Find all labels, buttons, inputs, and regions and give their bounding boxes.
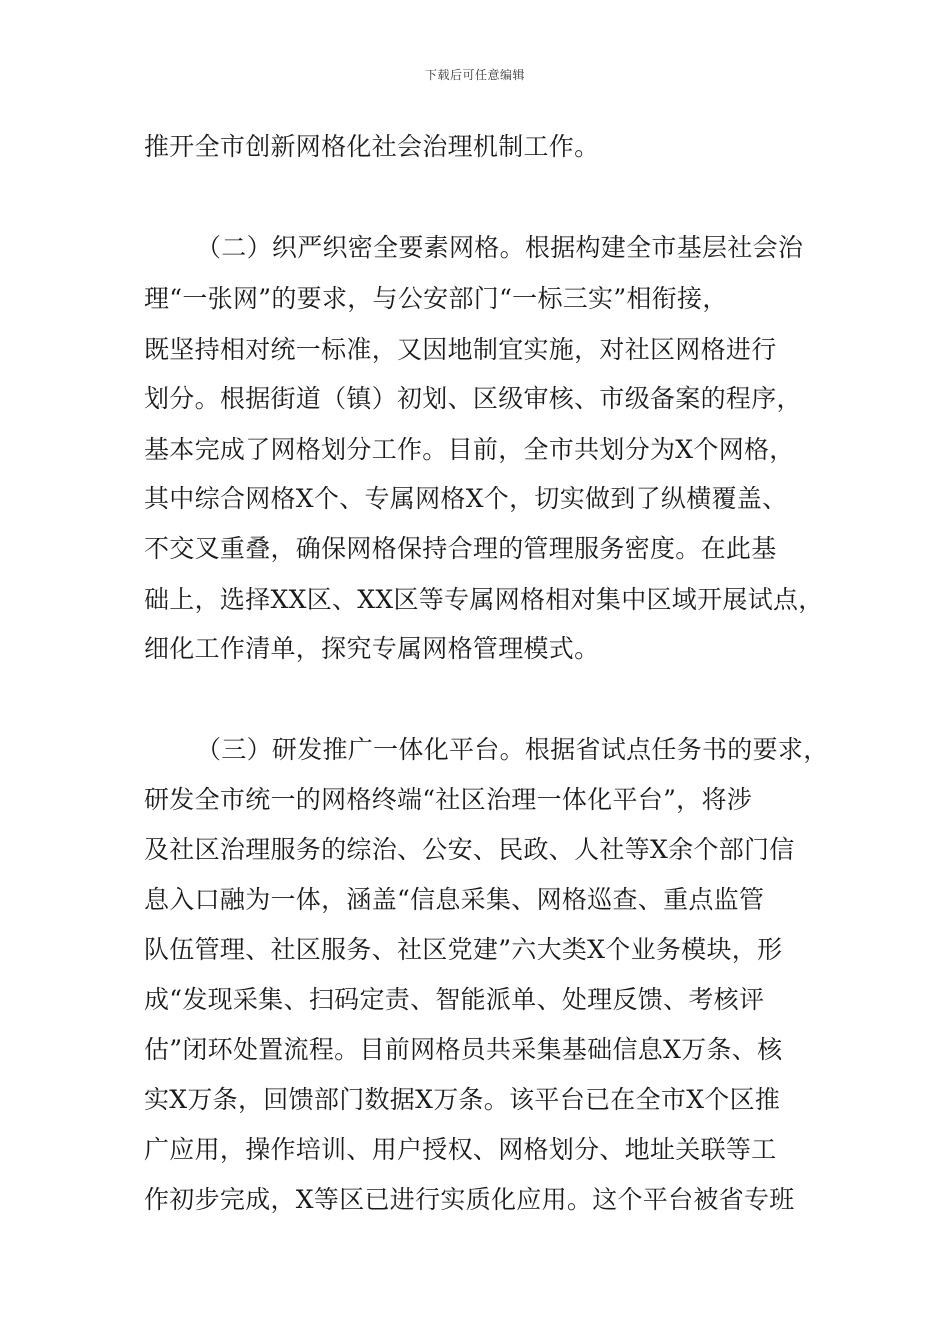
paragraph-line: 其中综合网格X个、专属网格X个，切实做到了纵横覆盖、 — [144, 484, 788, 513]
paragraph-line: 理“一张网”的要求，与公安部门“一标三实”相衔接， — [144, 284, 728, 313]
paragraph-line: 成“发现采集、扫码定责、智能派单、处理反馈、考核评 — [144, 985, 765, 1014]
paragraph-line: 细化工作清单，探究专属网格管理模式。 — [144, 634, 600, 663]
paragraph-line: 息入口融为一体，涵盖“信息采集、网格巡查、重点监管 — [144, 885, 765, 914]
paragraph-line: 研发全市统一的网格终端“社区治理一体化平台”，将涉 — [144, 785, 753, 814]
paragraph-line: （二）织严织密全要素网格。根据构建全市基层社会治 — [196, 233, 804, 262]
paragraph-line: 及社区治理服务的综治、公安、民政、人社等X余个部门信 — [144, 835, 795, 864]
page-header-note: 下载后可任意编辑 — [424, 68, 525, 82]
paragraph-line: 估”闭环处置流程。目前网格员共采集基础信息X万条、核 — [144, 1035, 783, 1064]
paragraph-line: 础上，选择XX区、XX区等专属网格相对集中区域开展试点， — [144, 585, 824, 614]
paragraph-line: 既坚持相对统一标准，又因地制宜实施，对社区网格进行 — [144, 335, 777, 364]
paragraph-line: 基本完成了网格划分工作。目前，全市共划分为X个网格， — [144, 435, 795, 464]
paragraph-line: （三）研发推广一体化平台。根据省试点任务书的要求， — [196, 735, 829, 764]
paragraph-line: 划分。根据街道（镇）初划、区级审核、市级备案的程序， — [144, 384, 802, 413]
paragraph-line: 广应用，操作培训、用户授权、网格划分、地址关联等工 — [144, 1135, 777, 1164]
paragraph-line: 不交叉重叠，确保网格保持合理的管理服务密度。在此基 — [144, 534, 777, 563]
paragraph-line: 实X万条，回馈部门数据X万条。该平台已在全市X个区推 — [144, 1085, 781, 1114]
paragraph-line: 推开全市创新网格化社会治理机制工作。 — [144, 132, 600, 161]
paragraph-line: 队伍管理、社区服务、社区党建”六大类X个业务模块，形 — [144, 935, 783, 964]
paragraph-line: 作初步完成，X等区已进行实质化应用。这个平台被省专班 — [144, 1185, 795, 1214]
